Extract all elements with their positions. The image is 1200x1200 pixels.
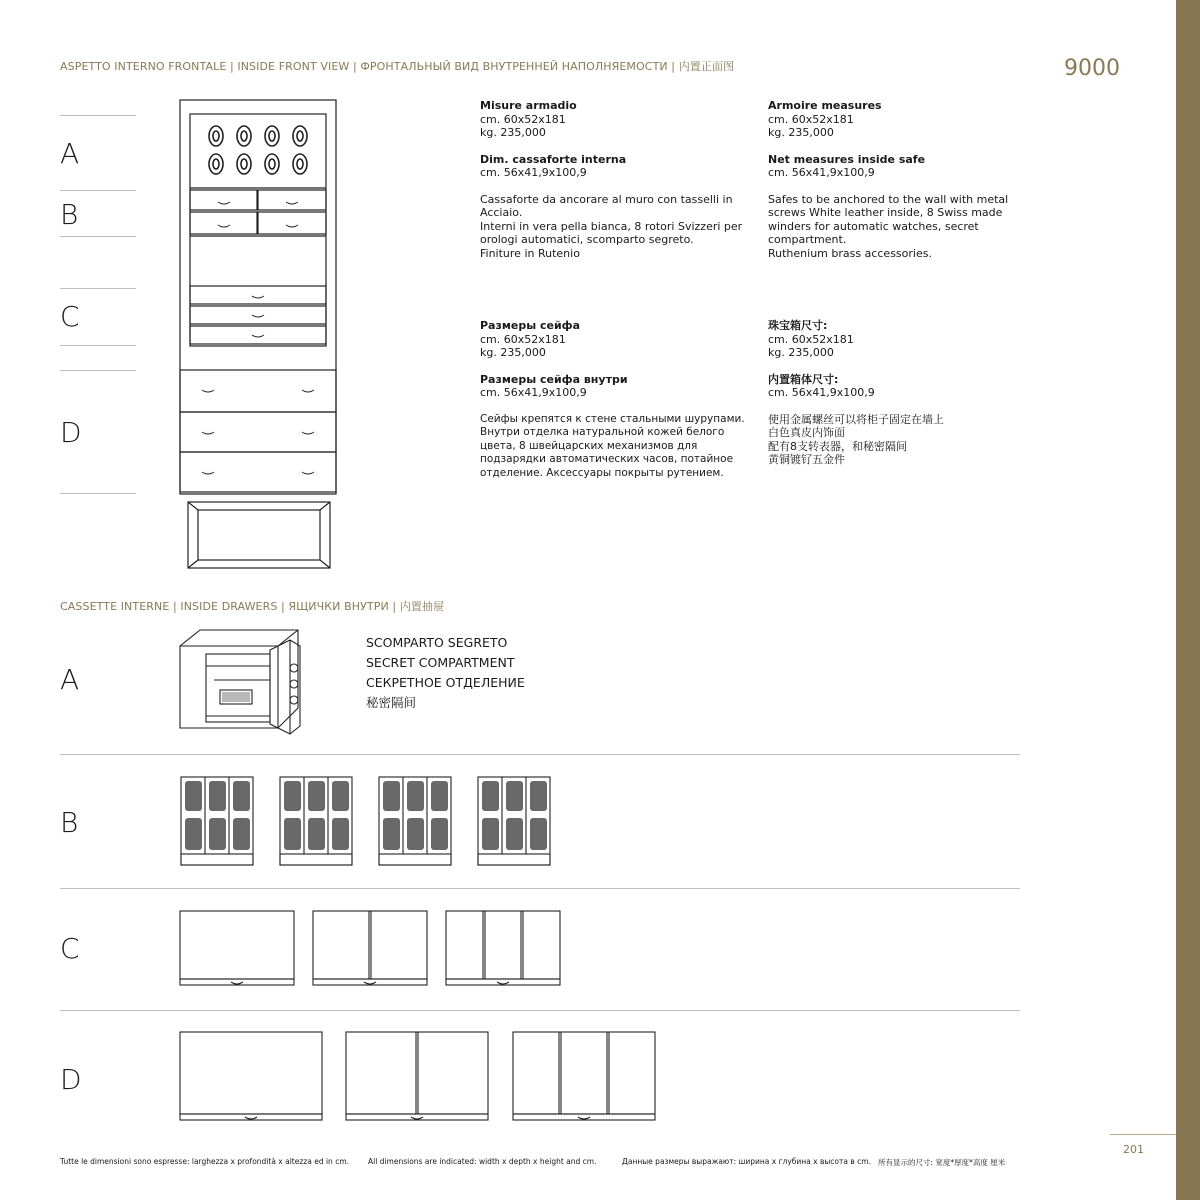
spec-desc: Внутри отделка натуральной кожей белого [480,426,725,438]
spec-line: cm. 60x52x181 [480,332,566,346]
model-number: 9000 [1064,56,1120,81]
drawers-title: CASSETTE INTERNE | INSIDE DRAWERS | ЯЩИЧКИ ВНУТРИ | 内置抽屉 [60,600,445,613]
spec-en [768,99,1048,260]
spec-desc: цвета, 8 швейцарских механизмов для [480,439,698,452]
spec-heading: Размеры сейфа [480,319,581,332]
section-divider [60,888,1020,889]
spec-heading: 内置箱体尺寸: [768,372,839,386]
spec-desc: 黄铜镀钌五金件 [768,453,845,466]
open-safe-drawing [178,628,308,736]
spec-desc: Ruthenium brass accessories. [768,246,932,260]
spec-line: cm. 56x41,9x100,9 [768,386,875,399]
front-letter-d: D [60,416,82,449]
section-divider [60,754,1020,755]
drawer-letter-d: D [60,1063,82,1096]
front-rule [60,493,136,494]
drawer-letter-b: B [60,806,79,839]
footer-note-zh: 所有显示的尺寸: 宽度*厚度*高度 厘米 [878,1158,1006,1167]
spec-desc: screws White leather inside, 8 Swiss made [768,206,1003,219]
spec-line: kg. 235,000 [768,346,834,359]
spec-heading: Net measures inside safe [768,152,926,166]
drawer-c-plan-1 [179,910,295,988]
front-rule [60,190,136,191]
spec-desc: 白色真皮内饰面 [768,426,845,439]
drawer-c-plan-2 [312,910,428,988]
watch-winder-module-2 [279,776,353,866]
spec-heading: 珠宝箱尺寸: [768,319,828,332]
watch-winder-module-1 [180,776,254,866]
spec-line: kg. 235,000 [480,126,546,139]
secret-compartment-labels [366,633,525,713]
spec-heading: Dim. cassaforte interna [480,152,627,166]
spec-desc: 使用金属螺丝可以将柜子固定在墙上 [768,412,944,426]
drawer-c-plan-3 [445,910,561,988]
front-rule [60,115,136,116]
spec-line: cm. 60x52x181 [768,112,854,126]
footer-note-ru: Данные размеры выражают: ширина x глубина x высота в cm. [622,1157,871,1166]
drawer-letter-a: A [60,663,80,696]
front-rule [60,370,136,371]
spec-zh [768,319,1048,467]
spec-line: cm. 56x41,9x100,9 [768,166,875,179]
secret-label: 秘密隔间 [366,695,417,710]
spec-line: cm. 56x41,9x100,9 [480,386,587,399]
front-letter-c: C [60,300,80,333]
spec-line: cm. 56x41,9x100,9 [480,166,587,179]
spec-line: cm. 60x52x181 [480,112,566,126]
spec-desc: Finiture in Rutenio [480,246,580,260]
spec-desc: Interni in vera pella bianca, 8 rotori Svizzeri per [480,219,743,233]
drawer-d-plan-3 [512,1031,656,1123]
front-view-title: ASPETTO INTERNO FRONTALE | INSIDE FRONT VIEW | ФРОНТАЛЬНЫЙ ВИД ВНУТРЕННЕЙ НАПОЛНЯЕМОСТИ | 内置正面图 [60,60,735,73]
spec-line: kg. 235,000 [768,126,834,139]
front-rule [60,288,136,289]
side-accent-bar [1176,0,1200,1200]
secret-label: СЕКРЕТНОЕ ОТДЕЛЕНИЕ [366,675,525,690]
spec-desc: orologi automatici, scomparto segreto. [480,233,694,246]
drawer-d-plan-2 [345,1031,489,1123]
front-rule [60,345,136,346]
watch-winder-module-4 [477,776,551,866]
footer-note-en: All dimensions are indicated: width x depth x height and cm. [368,1157,597,1166]
spec-it [480,99,760,260]
spec-ru [480,319,765,480]
footer-note-it: Tutte le dimensioni sono espresse: larghezza x profondità x altezza ed in cm. [60,1157,350,1166]
spec-desc: Cassaforte da ancorare al muro con tasselli in [480,192,733,206]
front-letter-b: B [60,198,79,231]
spec-desc: Acciaio. [480,206,523,219]
spec-heading: Размеры сейфа внутри [480,372,628,386]
page-number: 201 [1123,1143,1144,1156]
front-letter-a: A [60,137,80,170]
watch-winder-module-3 [378,776,452,866]
spec-desc: 配有8支转表器，和秘密隔间 [768,439,907,453]
spec-desc: Сейфы крепятся к стене стальными шурупами. [480,412,745,425]
spec-desc: Safes to be anchored to the wall with metal [768,192,1009,206]
secret-label: SCOMPARTO SEGRETO [366,635,508,650]
page-number-rule [1110,1134,1176,1135]
spec-heading: Misure armadio [480,99,577,112]
drawer-letter-c: C [60,932,80,965]
spec-line: cm. 60x52x181 [768,332,854,346]
spec-desc: отделение. Аксессуары покрыты рутением. [480,466,724,479]
section-divider [60,1010,1020,1011]
spec-heading: Armoire measures [768,99,882,112]
drawer-d-plan-1 [179,1031,323,1123]
spec-desc: winders for automatic watches, secret [768,219,979,233]
safe-front-view-drawing [178,98,340,572]
secret-label: SECRET COMPARTMENT [366,655,515,670]
spec-line: kg. 235,000 [480,346,546,359]
spec-desc: compartment. [768,233,847,246]
front-rule [60,236,136,237]
spec-desc: подзарядки автоматических часов, потайное [480,453,734,465]
